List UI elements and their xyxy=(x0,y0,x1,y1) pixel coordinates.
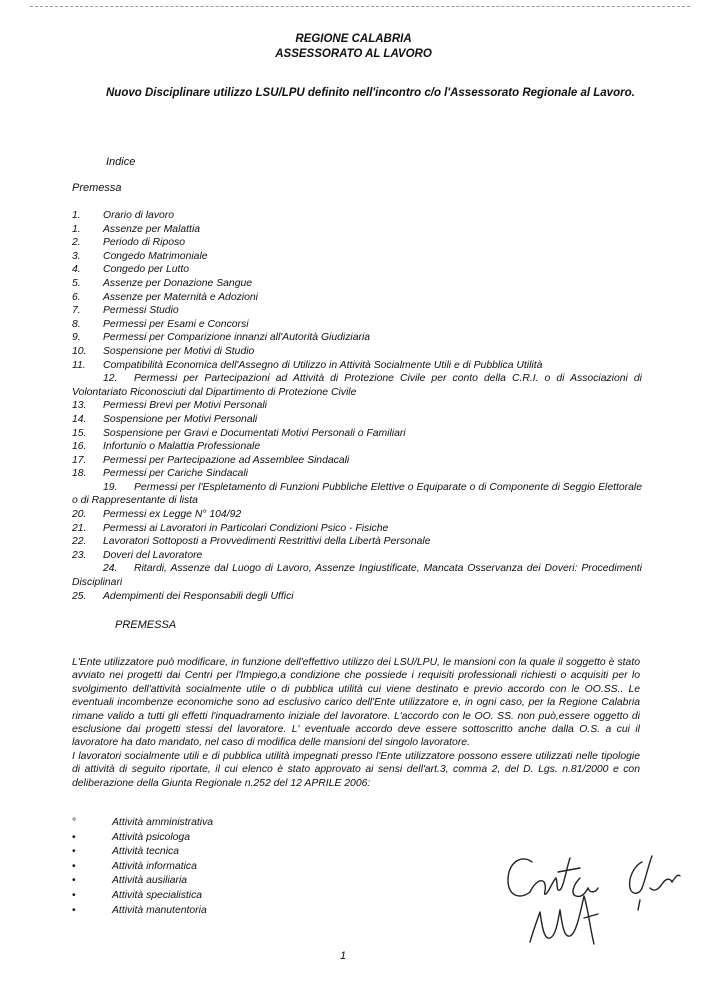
toc-item xyxy=(72,236,642,250)
document-subject: Nuovo Disciplinare utilizzo LSU/LPU definito nell'incontro c/o l'Assessorato Regionale al Lavoro. xyxy=(106,87,635,99)
header-assessorato: ASSESSORATO AL LAVORO xyxy=(275,48,432,60)
toc-item xyxy=(72,535,642,549)
toc-text: Permessi per Comparizione innanzi all'Autorità Giudiziaria xyxy=(103,332,371,344)
list-item-text: Attività amministrativa xyxy=(112,817,214,828)
toc-text: Sospensione per Motivi Personali xyxy=(103,413,258,425)
toc-number: 3. xyxy=(72,250,81,262)
toc-number: 22. xyxy=(72,536,87,548)
toc-number: 18. xyxy=(72,468,87,480)
toc-item xyxy=(72,522,642,536)
toc-number: 14. xyxy=(72,413,87,425)
toc-number: 9. xyxy=(72,332,81,344)
table-of-contents xyxy=(72,209,642,603)
toc-item xyxy=(72,223,642,237)
toc-item xyxy=(72,467,642,481)
toc-text: Permessi per l'Espletamento di Funzioni Pubbliche Elettive o Equiparate o di Componente di Seggio Elettorale o di Rappresentante di lista xyxy=(72,481,642,507)
toc-text: Adempimenti dei Responsabili degli Uffici xyxy=(103,590,294,602)
toc-item xyxy=(72,345,642,359)
toc-number: 15. xyxy=(72,427,87,439)
toc-number: 10. xyxy=(72,345,87,357)
list-item-text: Attività psicologa xyxy=(112,831,190,843)
toc-number: 11. xyxy=(72,359,86,371)
toc-number: 7. xyxy=(72,305,81,317)
toc-text: Permessi ex Legge N° 104/92 xyxy=(103,509,242,521)
toc-item xyxy=(72,481,642,508)
toc-item xyxy=(72,331,642,345)
toc-item xyxy=(72,413,642,427)
toc-number: 19. xyxy=(103,481,118,493)
indice-label: Indice xyxy=(106,156,136,168)
toc-item xyxy=(72,263,642,277)
toc-item xyxy=(72,562,642,589)
toc-item xyxy=(72,277,642,291)
toc-text: Assenze per Donazione Sangue xyxy=(103,277,253,289)
page-number: 1 xyxy=(340,950,347,962)
toc-text: Periodo di Riposo xyxy=(103,237,186,249)
body-paragraph: I lavoratori socialmente utili e di pubblica utilità impegnati presso l'Ente utilizzatore possono essere utilizzati nelle tipologie di attività di seguito riportate, il cui elenco è stato approvato ai sensi dell'art.3, comma 2, del D. Lgs. n.81/2000 e con deliberazione della Giunta Regionale n.252 del 12 APRILE 2006: xyxy=(72,750,640,789)
toc-text: Sospensione per Gravi e Documentati Motivi Personali o Familiari xyxy=(103,427,406,439)
bullet-icon: • xyxy=(72,860,76,872)
toc-item xyxy=(72,318,642,332)
document-header xyxy=(0,32,707,62)
toc-text: Permessi per Esami e Concorsi xyxy=(103,318,249,330)
list-item-text: Attività informatica xyxy=(112,860,197,872)
toc-number: 24. xyxy=(103,563,118,575)
toc-text: Ritardi, Assenze dal Luogo di Lavoro, Assenze Ingiustificate, Mancata Osservanza dei Doveri: Procedimenti Disciplinari xyxy=(72,563,642,589)
toc-number: 25. xyxy=(72,590,87,602)
bullet-icon: • xyxy=(72,889,76,901)
list-item-text: Attività manutentoria xyxy=(112,904,207,916)
toc-text: Congedo per Lutto xyxy=(103,264,190,276)
toc-text: Congedo Matrimoniale xyxy=(103,250,208,262)
premessa-toc-label: Premessa xyxy=(72,182,122,194)
list-item xyxy=(72,889,213,904)
list-item xyxy=(72,845,213,860)
toc-number: 6. xyxy=(72,291,81,303)
toc-item xyxy=(72,549,642,563)
handwritten-signatures xyxy=(500,848,690,963)
bullet-icon: • xyxy=(72,875,76,887)
list-item-text: Attività ausiliaria xyxy=(112,875,188,887)
toc-text: Permessi per Partecipazione ad Assemblee Sindacali xyxy=(103,454,350,466)
bullet-icon: • xyxy=(72,831,76,843)
bullet-icon: ° xyxy=(72,817,77,828)
toc-number: 21. xyxy=(72,522,87,534)
bullet-icon: • xyxy=(72,904,76,916)
toc-item xyxy=(72,304,642,318)
toc-number: 8. xyxy=(72,318,81,330)
list-item xyxy=(72,816,213,831)
toc-number: 4. xyxy=(72,264,81,276)
toc-text: Assenze per Malattia xyxy=(103,223,201,235)
list-item xyxy=(72,874,213,889)
toc-text: Doveri del Lavoratore xyxy=(103,549,203,561)
bullet-icon: • xyxy=(72,846,76,858)
toc-number: 5. xyxy=(72,277,81,289)
toc-item xyxy=(72,372,642,399)
toc-text: Sospensione per Motivi di Studio xyxy=(103,345,255,357)
toc-item xyxy=(72,590,642,604)
premessa-heading: PREMESSA xyxy=(115,619,177,631)
toc-number: 20. xyxy=(72,509,87,521)
toc-number: 16. xyxy=(72,441,87,453)
toc-number: 1. xyxy=(72,210,81,221)
toc-number: 2. xyxy=(72,237,81,249)
list-item xyxy=(72,860,213,875)
toc-text: Lavoratori Sottoposti a Provvedimenti Restrittivi della Libertà Personale xyxy=(103,536,431,548)
toc-item xyxy=(72,250,642,264)
list-item-text: Attività specialistica xyxy=(112,889,203,901)
toc-number: 17. xyxy=(72,454,87,466)
toc-text: Permessi Studio xyxy=(103,305,179,317)
toc-text: Infortunio o Malattia Professionale xyxy=(103,441,261,453)
toc-number: 1. xyxy=(72,223,81,235)
toc-number: 23. xyxy=(72,549,87,561)
attivita-list xyxy=(72,816,213,918)
toc-item xyxy=(72,427,642,441)
scan-edge-line xyxy=(30,6,690,7)
toc-item xyxy=(72,508,642,522)
list-item xyxy=(72,904,213,919)
toc-text: Permessi ai Lavoratori in Particolari Condizioni Psico - Fisiche xyxy=(103,522,389,534)
list-item-text: Attività tecnica xyxy=(112,846,179,858)
toc-text: Permessi per Partecipazioni ad Attività di Protezione Civile per conto della C.R.I. o di Associazioni di Volontariato Riconosciuti dal Dipartimento di Protezione Civile xyxy=(72,373,642,398)
toc-item xyxy=(72,440,642,454)
toc-number: 13. xyxy=(72,400,87,412)
body-paragraph: L'Ente utilizzatore può modificare, in funzione dell'effettivo utilizzo dei LSU/LPU, le mansioni con la quale il soggetto è stato avviato nei progetti dai Centri per l'Impiego,a condizione che possiede i requisiti professionali richiesti o acquisiti per lo svolgimento dell'attività socialmente utile o di pubblica utilità cui viene destinato e previo accordo con le OO.SS.. Le eventuali incombenze economiche sono ad esclusivo carico dell'Ente utilizzatore e, in ogni caso, per la Regione Calabria rimane valido a tutti gli effetti l'inquadramento iniziale del lavoratore. L'accordo con le OO. SS. non può,essere oggetto di esclusione dai progetti stessi del lavoratore. L' eventuale accordo deve essere sottoscritto anche dalla O.S. a cui il lavoratore ha dato mandato, nel caso di modifica delle mansioni del singolo lavoratore. xyxy=(72,657,640,749)
toc-item xyxy=(72,454,642,468)
toc-text: Permessi per Cariche Sindacali xyxy=(103,468,248,480)
toc-item xyxy=(72,399,642,413)
header-region: REGIONE CALABRIA xyxy=(295,33,412,45)
list-item xyxy=(72,831,213,846)
toc-item xyxy=(72,291,642,305)
toc-text: Assenze per Maternità e Adozioni xyxy=(103,291,258,303)
toc-text: Compatibilità Economica dell'Assegno di Utilizzo in Attività Socialmente Utili e di Pubblica Utilità xyxy=(103,359,543,371)
toc-text: Permessi Brevi per Motivi Personali xyxy=(103,400,267,412)
toc-text: Orario di lavoro xyxy=(103,210,175,221)
toc-item xyxy=(72,209,642,223)
premessa-body xyxy=(72,656,640,790)
toc-item xyxy=(72,359,642,373)
toc-number: 12. xyxy=(103,373,118,385)
